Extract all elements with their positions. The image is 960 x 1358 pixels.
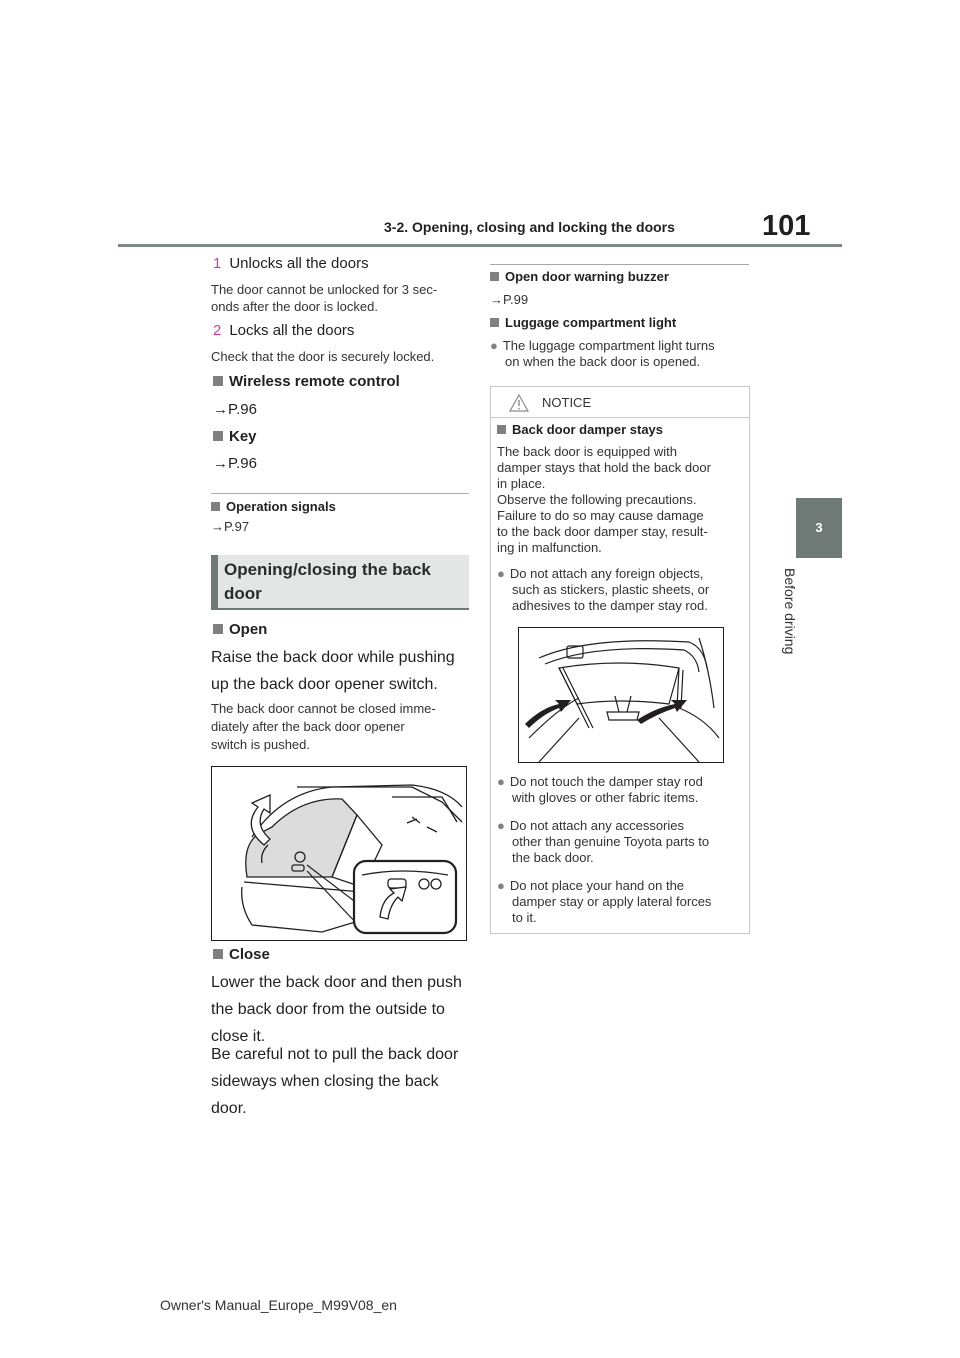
item-number: 2 (213, 322, 222, 339)
notice-text-line: ing in malfunction. (497, 540, 602, 555)
divider (490, 264, 749, 265)
key-heading: Key (213, 428, 257, 445)
item-lock (213, 322, 354, 339)
notice-bullet-line: the back door. (512, 850, 594, 865)
open-note-line: switch is pushed. (211, 737, 310, 752)
page-number: 101 (762, 210, 811, 242)
luggage-heading: Luggage compartment light (490, 315, 676, 330)
item-label: Unlocks all the doors (229, 255, 369, 272)
notice-header (491, 387, 749, 418)
square-bullet-icon (490, 318, 499, 327)
notice-heading: Back door damper stays (497, 422, 663, 437)
lock-note: Check that the door is securely locked. (211, 349, 435, 364)
square-bullet-icon (211, 502, 220, 511)
open-note-line: diately after the back door opener (211, 719, 405, 734)
notice-bullet-line: other than genuine Toyota parts to (512, 834, 710, 849)
chapter-label (782, 568, 806, 664)
damper-stay-drawing (519, 628, 723, 762)
footer-manual-id: Owner's Manual_Europe_M99V08_en (160, 1297, 397, 1313)
open-text-line: Raise the back door while pushing (211, 649, 455, 666)
wireless-heading: Wireless remote control (213, 373, 400, 390)
unlock-note-line: The door cannot be unlocked for 3 sec- (211, 282, 438, 297)
notice-bullet-line: damper stay or apply lateral forces (512, 894, 712, 909)
item-label: Locks all the doors (229, 322, 355, 339)
square-bullet-icon (213, 376, 223, 386)
operation-signals-heading: Operation signals (211, 499, 336, 514)
zoom-inset (354, 861, 456, 933)
wireless-ref-link[interactable]: →P.96 (213, 401, 257, 418)
notice-bullet: ● Do not attach any foreign objects, (497, 566, 704, 581)
chapter-tab[interactable]: 3 (796, 498, 842, 558)
back-door-open-illustration (211, 766, 467, 941)
open-note-line: The back door cannot be closed imme- (211, 701, 436, 716)
car-rear-drawing (212, 767, 466, 940)
open-heading: Open (213, 621, 267, 638)
notice-bullet-line: adhesives to the damper stay rod. (512, 598, 708, 613)
close-text-line: door. (211, 1100, 247, 1117)
square-bullet-icon (213, 949, 223, 959)
buzzer-heading: Open door warning buzzer (490, 269, 669, 284)
square-bullet-icon (490, 272, 499, 281)
square-bullet-icon (497, 425, 506, 434)
square-bullet-icon (213, 624, 223, 634)
close-text-line: close it. (211, 1028, 266, 1045)
notice-text-line: damper stays that hold the back door (497, 460, 711, 475)
close-text-line: Lower the back door and then push (211, 974, 462, 991)
notice-bullet: ● Do not attach any accessories (497, 818, 685, 833)
notice-bullet-line: to it. (512, 910, 537, 925)
section-title: 3-2. Opening, closing and locking the doors (384, 219, 675, 235)
close-text-line: sideways when closing the back (211, 1073, 439, 1090)
open-text-line: up the back door opener switch. (211, 676, 438, 693)
notice-text-line: to the back door damper stay, result- (497, 524, 708, 539)
notice-bullet: ● Do not touch the damper stay rod (497, 774, 703, 789)
section-heading: Opening/closing the back door (224, 560, 431, 603)
notice-text-line: The back door is equipped with (497, 444, 677, 459)
luggage-text-line: ● The luggage compartment light turns (490, 338, 715, 353)
item-unlock (213, 255, 369, 272)
chapter-title: Before driving (782, 568, 798, 655)
divider (211, 493, 469, 494)
notice-text-line: in place. (497, 476, 546, 491)
section-heading-box (211, 555, 469, 610)
operation-signals-ref-link[interactable]: →P.97 (211, 519, 250, 534)
unlock-note-line: onds after the door is locked. (211, 299, 378, 314)
notice-bullet: ● Do not place your hand on the (497, 878, 685, 893)
close-text-line: the back door from the outside to (211, 1001, 445, 1018)
warning-triangle-icon (509, 394, 529, 412)
notice-bullet-line: such as stickers, plastic sheets, or (512, 582, 710, 597)
square-bullet-icon (213, 431, 223, 441)
notice-box (490, 386, 750, 934)
section-heading-bar (211, 555, 218, 608)
close-heading: Close (213, 946, 270, 963)
luggage-text-line: on when the back door is opened. (505, 354, 701, 369)
notice-text-line: Observe the following precautions. (497, 492, 697, 507)
notice-title: NOTICE (542, 395, 592, 410)
key-ref-link[interactable]: →P.96 (213, 455, 257, 472)
buzzer-ref-link[interactable]: →P.99 (490, 292, 529, 307)
arrow-right-icon (525, 700, 571, 728)
notice-bullet-line: with gloves or other fabric items. (512, 790, 699, 805)
close-text-line: Be careful not to pull the back door (211, 1046, 459, 1063)
damper-stay-illustration (518, 627, 724, 763)
header-rule (118, 244, 842, 247)
notice-text-line: Failure to do so may cause damage (497, 508, 704, 523)
item-number: 1 (213, 255, 222, 272)
